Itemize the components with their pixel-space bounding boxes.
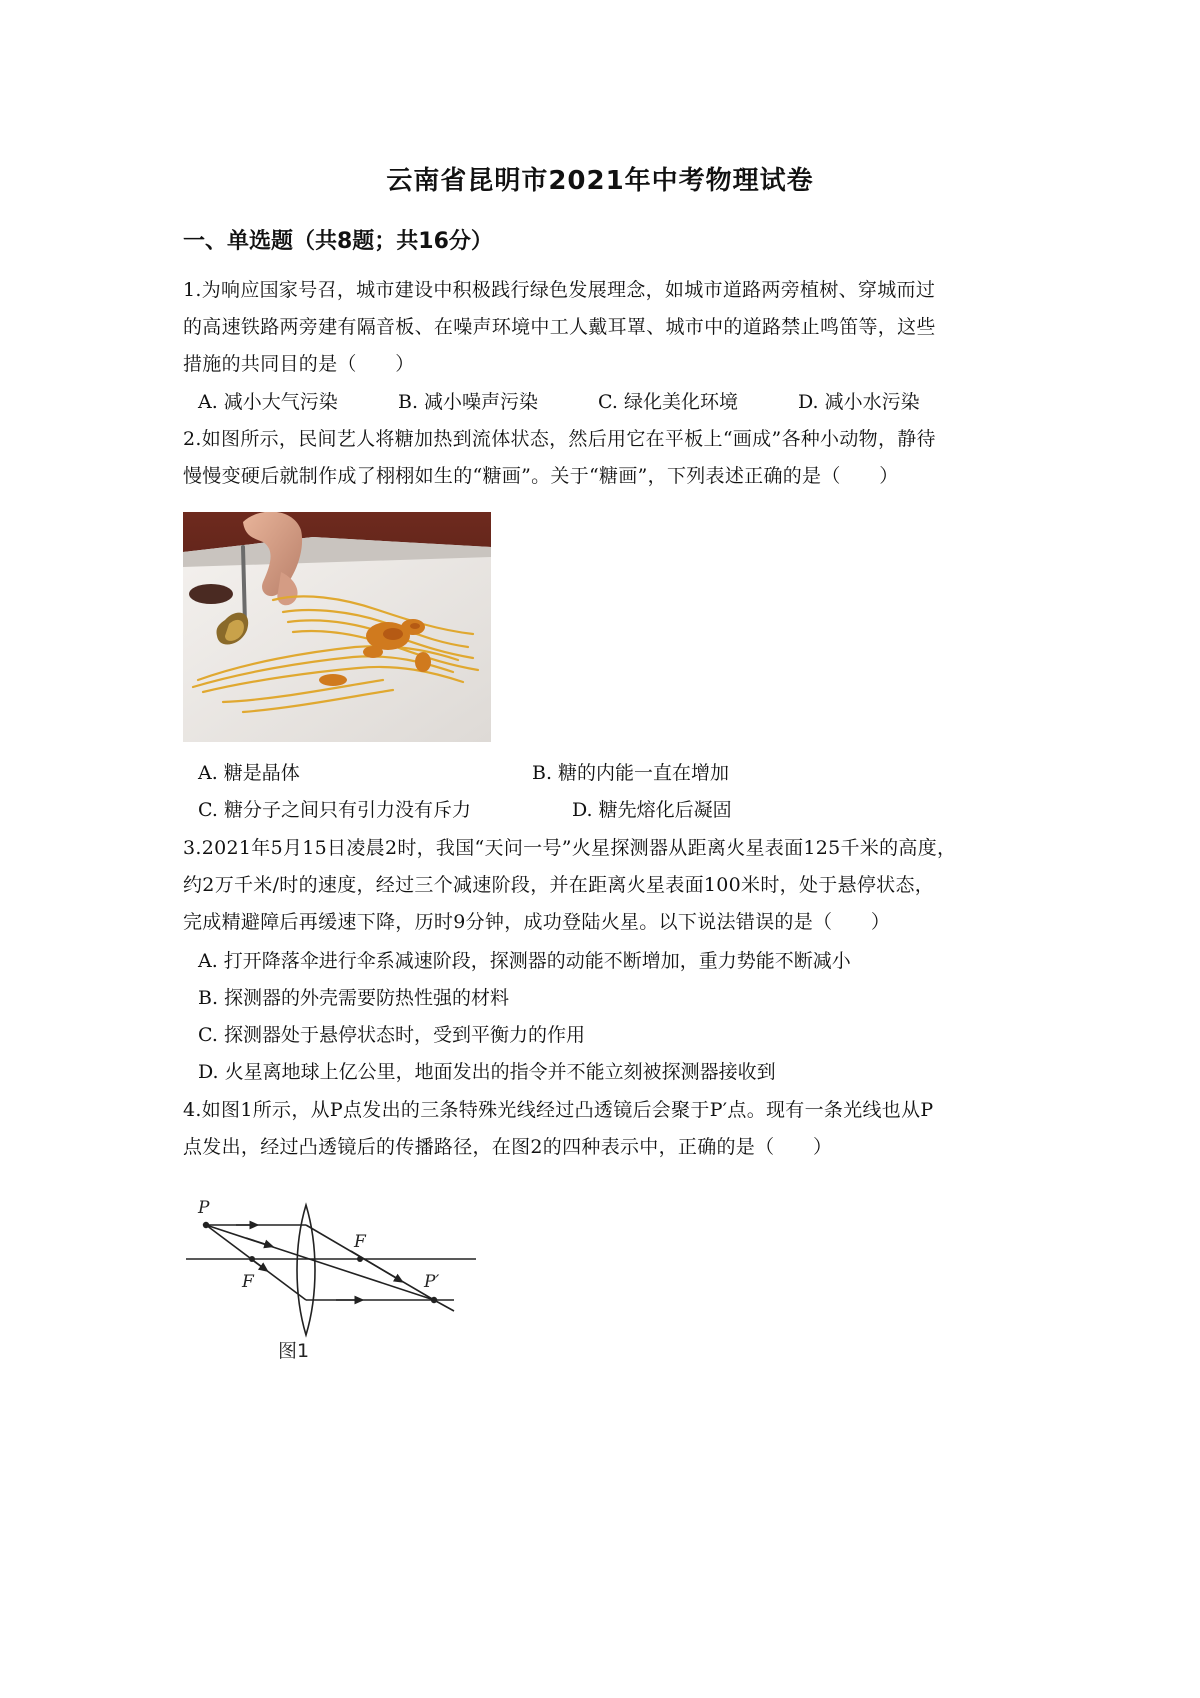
q3-line-3: 完成精避障后再缓速下降，历时9分钟，成功登陆火星。以下说法错误的是（ ） <box>183 911 891 933</box>
label-f-left: F <box>242 1272 254 1292</box>
q2-option-b: B. 糖的内能一直在增加 <box>532 762 730 784</box>
figure-caption: 图1 <box>278 1340 310 1362</box>
label-f-right: F <box>354 1232 366 1252</box>
q4-line-1: 4.如图1所示，从P点发出的三条特殊光线经过凸透镜后会聚于P′点。现有一条光线也从P <box>183 1099 934 1121</box>
label-p: P <box>198 1198 210 1218</box>
section-heading: 一、单选题（共8题；共16分） <box>183 229 493 254</box>
q2-line-1: 2.如图所示，民间艺人将糖加热到流体状态，然后用它在平板上“画成”各种小动物，静待 <box>183 428 936 450</box>
q2-option-a: A. 糖是晶体 <box>198 762 300 784</box>
q1-option-a: A. 减小大气污染 <box>198 391 338 413</box>
focus-left-point <box>249 1256 255 1262</box>
q3-option-a: A. 打开降落伞进行伞系减速阶段，探测器的动能不断增加，重力势能不断减小 <box>198 950 851 972</box>
q2-line-2: 慢慢变硬后就制作成了栩栩如生的“糖画”。关于“糖画”，下列表述正确的是（ ） <box>183 465 899 487</box>
lens-ray-diagram <box>186 1195 476 1365</box>
point-p <box>203 1222 209 1228</box>
q1-option-b: B. 减小噪声污染 <box>398 391 539 413</box>
q1-line-1: 1.为响应国家号召，城市建设中积极践行绿色发展理念，如城市道路两旁植树、穿城而过 <box>183 279 936 301</box>
q1-option-d: D. 减小水污染 <box>798 391 920 413</box>
q1-line-2: 的高速铁路两旁建有隔音板、在噪声环境中工人戴耳罩、城市中的道路禁止鸣笛等，这些 <box>183 316 936 338</box>
focus-right-point <box>357 1256 363 1262</box>
exam-title: 云南省昆明市2021年中考物理试卷 <box>386 166 814 196</box>
q1-line-3: 措施的共同目的是（ ） <box>183 353 415 375</box>
label-p-prime: P′ <box>424 1272 440 1292</box>
sugar-painting-photo <box>183 512 491 742</box>
q1-option-c: C. 绿化美化环境 <box>598 391 738 413</box>
q2-option-c: C. 糖分子之间只有引力没有斥力 <box>198 799 471 821</box>
q3-option-d: D. 火星离地球上亿公里，地面发出的指令并不能立刻被探测器接收到 <box>198 1061 776 1083</box>
q3-option-b: B. 探测器的外壳需要防热性强的材料 <box>198 987 510 1009</box>
q2-option-d: D. 糖先熔化后凝固 <box>572 799 732 821</box>
q3-option-c: C. 探测器处于悬停状态时，受到平衡力的作用 <box>198 1024 585 1046</box>
q3-line-2: 约2万千米/时的速度，经过三个减速阶段，并在距离火星表面100米时，处于悬停状态， <box>183 874 935 896</box>
point-p-prime <box>431 1297 437 1303</box>
q4-line-2: 点发出，经过凸透镜后的传播路径，在图2的四种表示中，正确的是（ ） <box>183 1136 833 1158</box>
ray-optical-center <box>206 1225 434 1300</box>
q3-line-1: 3.2021年5月15日凌晨2时，我国“天问一号”火星探测器从距离火星表面125千米的高度， <box>183 837 957 859</box>
